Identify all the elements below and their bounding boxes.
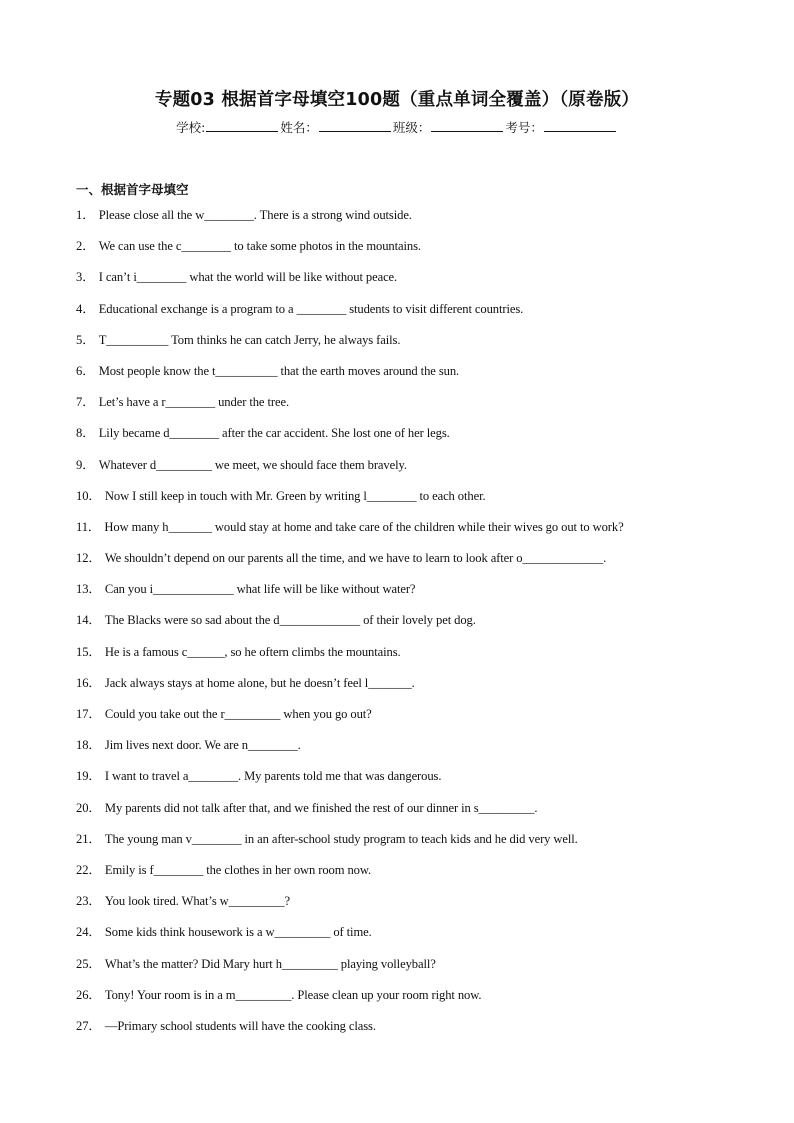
question-number: 20． <box>76 800 101 815</box>
school-blank <box>206 119 278 132</box>
question-item <box>76 236 716 267</box>
question-item <box>76 735 716 766</box>
question-item <box>76 704 716 735</box>
question-item <box>76 299 716 330</box>
question-number: 10． <box>76 488 101 503</box>
question-text: The young man v________ in an after-school study program to teach kids and he did very well. <box>104 831 578 846</box>
question-text: My parents did not talk after that, and we finished the rest of our dinner in s_________. <box>104 800 538 815</box>
question-text: Educational exchange is a program to a ________ students to visit different countries. <box>98 301 524 316</box>
question-item <box>76 361 716 392</box>
question-number: 3． <box>76 270 95 285</box>
student-info-row <box>0 118 794 136</box>
name-label: 姓名： <box>280 120 318 135</box>
question-item <box>76 423 716 454</box>
question-text: We can use the c________ to take some photos in the mountains. <box>98 239 421 254</box>
question-text: —Primary school students will have the cooking class. <box>104 1018 376 1033</box>
question-item <box>76 1016 716 1047</box>
question-text: Jack always stays at home alone, but he doesn’t feel l_______. <box>104 675 415 690</box>
question-text: We shouldn’t depend on our parents all the time, and we have to learn to look after o_____________. <box>104 551 607 566</box>
question-number: 25． <box>76 956 101 971</box>
question-text: Most people know the t__________ that the earth moves around the sun. <box>98 363 460 378</box>
question-item <box>76 610 716 641</box>
question-item <box>76 891 716 922</box>
question-text: Can you i_____________ what life will be like without water? <box>104 582 416 597</box>
question-item <box>76 673 716 704</box>
question-item <box>76 954 716 985</box>
question-number: 4． <box>76 301 95 316</box>
question-item <box>76 205 716 236</box>
question-number: 5． <box>76 332 95 347</box>
question-number: 18． <box>76 738 101 753</box>
document-title: 专题03 根据首字母填空100题（重点单词全覆盖）（原卷版） <box>154 90 640 110</box>
question-item <box>76 860 716 891</box>
question-text: The Blacks were so sad about the d_____________ of their lovely pet dog. <box>104 613 476 628</box>
question-number: 21． <box>76 831 101 846</box>
question-text: Now I still keep in touch with Mr. Green by writing l________ to each other. <box>104 488 486 503</box>
question-item <box>76 922 716 953</box>
question-text: Some kids think housework is a w_________ of time. <box>104 925 372 940</box>
question-item <box>76 517 716 548</box>
question-number: 17． <box>76 707 101 721</box>
question-item <box>76 766 716 797</box>
question-list <box>76 205 716 1047</box>
question-text: Please close all the w________. There is a strong wind outside. <box>98 208 412 222</box>
school-label: 学校: <box>176 120 206 135</box>
question-number: 27． <box>76 1018 101 1033</box>
question-number: 2． <box>76 239 95 254</box>
question-text: What’s the matter? Did Mary hurt h_________ playing volleyball? <box>104 956 436 971</box>
question-item <box>76 829 716 860</box>
question-number: 15． <box>76 644 101 659</box>
question-text: He is a famous c______, so he oftern climbs the mountains. <box>104 644 401 659</box>
question-number: 24． <box>76 925 101 940</box>
question-number: 6． <box>76 363 95 378</box>
question-text: Let’s have a r________ under the tree. <box>98 395 289 410</box>
class-blank <box>431 119 503 132</box>
question-number: 26． <box>76 987 101 1002</box>
question-text: How many h_______ would stay at home and take care of the children while their wives go out to work? <box>104 519 624 534</box>
question-text: Tony! Your room is in a m_________. Please clean up your room right now. <box>104 987 482 1002</box>
question-item <box>76 548 716 579</box>
question-item <box>76 330 716 361</box>
question-item <box>76 985 716 1016</box>
question-item <box>76 579 716 610</box>
question-text: Emily is f________ the clothes in her own room now. <box>104 862 372 877</box>
question-number: 22． <box>76 862 101 877</box>
question-text: Jim lives next door. We are n________. <box>104 738 301 753</box>
question-text: Could you take out the r_________ when you go out? <box>104 707 372 721</box>
question-number: 14． <box>76 613 101 628</box>
class-label: 班级： <box>392 120 431 135</box>
exam-number-blank <box>544 119 616 132</box>
question-number: 8． <box>76 426 95 441</box>
question-number: 7． <box>76 395 95 410</box>
question-text: T__________ Tom thinks he can catch Jerry, he always fails. <box>98 332 401 347</box>
exam-number-label: 考号： <box>505 120 543 135</box>
question-number: 16． <box>76 675 101 690</box>
question-item <box>76 267 716 298</box>
question-item <box>76 455 716 486</box>
question-number: 19． <box>76 769 101 784</box>
question-item <box>76 486 716 517</box>
question-number: 23． <box>76 894 101 909</box>
question-number: 9． <box>76 457 95 472</box>
section-heading: 一、根据首字母填空 <box>76 182 189 197</box>
question-item <box>76 642 716 673</box>
question-text: I want to travel a________. My parents told me that was dangerous. <box>104 769 442 784</box>
question-number: 13． <box>76 582 101 597</box>
question-text: You look tired. What’s w_________? <box>104 894 290 909</box>
name-blank <box>319 119 391 132</box>
question-text: Whatever d_________ we meet, we should face them bravely. <box>98 457 407 472</box>
question-text: Lily became d________ after the car accident. She lost one of her legs. <box>98 426 450 441</box>
question-item <box>76 392 716 423</box>
question-number: 12． <box>76 551 101 566</box>
question-text: I can’t i________ what the world will be like without peace. <box>98 270 398 285</box>
question-item <box>76 798 716 829</box>
question-number: 11． <box>76 519 101 534</box>
question-number: 1． <box>76 208 95 222</box>
